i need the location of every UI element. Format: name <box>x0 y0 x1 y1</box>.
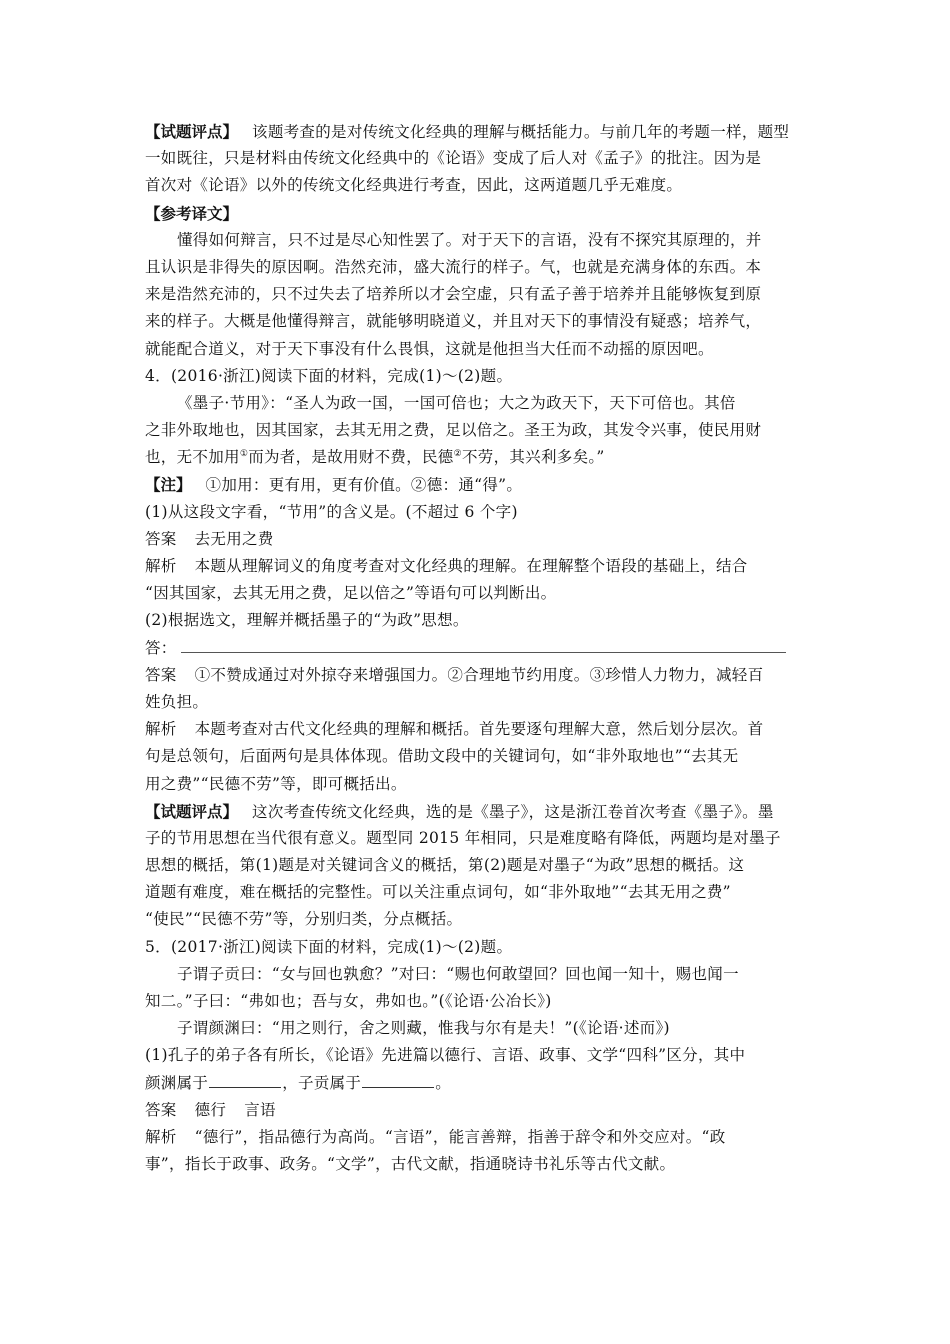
question-text: ，子贡属于 <box>282 1073 362 1092</box>
passage-text: 不劳，其兴利多矣。” <box>461 448 605 467</box>
comment-line: 首次对《论语》以外的传统文化经典进行考查，因此，这两道题几乎无难度。 <box>145 176 683 195</box>
answer-label: 答案 <box>145 529 177 548</box>
answer-blank-line <box>145 635 810 662</box>
analysis-line <box>145 553 810 580</box>
analysis-line: 用之费”“民德不劳”等，即可概括出。 <box>145 774 407 793</box>
answer-blank[interactable] <box>181 636 786 653</box>
comment-line: 子的节用思想在当代很有意义。题型同 2015 年相同，只是难度略有降低，两题均是对墨子 <box>145 828 781 847</box>
analysis-label: 解析 <box>145 720 177 739</box>
analysis-line: 句是总领句，后面两句是具体体现。借助文段中的关键词句，如“非外取地也”“去其无 <box>145 747 739 766</box>
sub-question-1-blanks <box>145 1070 810 1097</box>
analysis-line: “因其国家，去其无用之费，足以倍之”等语句可以判断出。 <box>145 584 557 603</box>
translation-line: 来的样子。大概是他懂得辩言，就能够明晓道义，并且对天下的事情没有疑惑；培养气， <box>145 312 762 331</box>
comment-line: “使民”“民德不劳”等，分别归类，分点概括。 <box>145 910 463 929</box>
comment-line <box>145 118 810 145</box>
answer-text: 去无用之费 <box>194 529 274 548</box>
analysis-line <box>145 716 810 743</box>
analysis-label: 解析 <box>145 557 177 575</box>
answer-line <box>145 1097 810 1124</box>
comment-line: 道题有难度，难在概括的完整性。可以关注重点词句，如“非外取地”“去其无用之费” <box>145 883 731 902</box>
analysis-text: “德行”，指品德行为高尚。“言语”，能言善辩，指善于辞令和外交应对。“政 <box>194 1127 726 1146</box>
comment-label: 【试题评点】 <box>145 122 239 141</box>
footnote-marker: ① <box>239 449 249 460</box>
passage-text: 而为者，是故用财不费，民德 <box>248 448 454 467</box>
document-page <box>145 118 810 1178</box>
analysis-text: 本题从理解词义的角度考查对文化经典的理解。在理解整个语段的基础上，结合 <box>194 557 748 575</box>
answer-line: 姓负担。 <box>145 692 209 711</box>
passage-line <box>145 444 810 471</box>
comment-line: 思想的概括，第(1)题是对关键词含义的概括，第(2)题是对墨子“为政”思想的概括。这 <box>145 856 745 875</box>
passage-line: 《墨子·节用》：“圣人为政一国，一国可倍也；大之为政天下，天下可倍也。其倍 <box>177 393 736 412</box>
answer-text: ①不赞成通过对外掠夺来增强国力。②合理地节约用度。③珍惜人力物力，减轻百 <box>194 665 764 684</box>
translation-label: 【参考译文】 <box>145 203 239 223</box>
answer-prompt: 答： <box>145 638 177 657</box>
answer-line <box>145 526 810 553</box>
footnote-marker: ② <box>453 449 462 460</box>
note-line <box>145 471 810 498</box>
answer-text: 言语 <box>244 1100 276 1119</box>
passage-text: 也，无不加用 <box>145 448 240 467</box>
fill-blank[interactable] <box>209 1073 281 1088</box>
passage-line: 知二。”子曰：“弗如也；吾与女，弗如也。”(《论语·公冶长》) <box>145 992 552 1010</box>
answer-text: 德行 <box>194 1100 227 1119</box>
comment-line <box>145 798 810 825</box>
fill-blank[interactable] <box>362 1073 434 1088</box>
analysis-text: 本题考查对古代文化经典的理解和概括。首先要逐句理解大意，然后划分层次。首 <box>194 720 764 739</box>
comment-text: 这次考查传统文化经典，选的是《墨子》，这是浙江卷首次考查《墨子》。墨 <box>252 802 774 821</box>
sub-question-1: (1)从这段文字看，“节用”的含义是。(不超过 6 个字) <box>145 502 518 521</box>
comment-text: 该题考查的是对传统文化经典的理解与概括能力。与前几年的考题一样，题型 <box>252 123 790 141</box>
question-text: 。 <box>435 1073 452 1092</box>
analysis-line <box>145 1124 810 1151</box>
note-label: 【注】 <box>145 475 192 495</box>
question-5-heading: 5．(2017·浙江)阅读下面的材料，完成(1)～(2)题。 <box>145 937 513 956</box>
question-4-heading: 4．(2016·浙江)阅读下面的材料，完成(1)～(2)题。 <box>145 366 513 385</box>
analysis-label: 解析 <box>145 1127 177 1146</box>
translation-line: 就能配合道义，对于天下事没有什么畏惧，这就是他担当大任而不动摇的原因吧。 <box>145 339 714 358</box>
answer-label: 答案 <box>145 1100 177 1119</box>
question-text: 颜渊属于 <box>145 1073 209 1092</box>
translation-line: 且认识是非得失的原因啊。浩然充沛，盛大流行的样子。气，也就是充满身体的东西。本 <box>145 257 762 276</box>
sub-question-2: (2)根据选文，理解并概括墨子的“为政”思想。 <box>145 611 469 630</box>
analysis-line: 事”，指长于政事、政务。“文学”，古代文献，指通晓诗书礼乐等古代文献。 <box>145 1155 676 1174</box>
note-text: ①加用：更有用，更有价值。②德：通“得”。 <box>205 476 523 495</box>
comment-label: 【试题评点】 <box>145 801 239 821</box>
comment-line: 一如既往，只是材料由传统文化经典中的《论语》变成了后人对《孟子》的批注。因为是 <box>145 149 762 168</box>
answer-line <box>145 662 810 689</box>
passage-line: 之非外取地也，因其国家，去其无用之费，足以倍之。圣王为政，其发令兴事，使民用财 <box>145 421 762 440</box>
sub-question-1: (1)孔子的弟子各有所长，《论语》先进篇以德行、言语、政事、文学“四科”区分，其中 <box>145 1046 746 1065</box>
passage-line: 子谓颜渊曰：“用之则行，舍之则藏，惟我与尔有是夫！”(《论语·述而》) <box>177 1019 670 1038</box>
translation-line: 来是浩然充沛的，只不过失去了培养所以才会空虚，只有孟子善于培养并且能够恢复到原 <box>145 285 762 304</box>
translation-line: 懂得如何辩言，只不过是尽心知性罢了。对于天下的言语，没有不探究其原理的，并 <box>177 230 762 249</box>
answer-label: 答案 <box>145 665 177 684</box>
passage-line: 子谓子贡曰：“女与回也孰愈？”对曰：“赐也何敢望回？回也闻一知十，赐也闻一 <box>177 964 739 983</box>
